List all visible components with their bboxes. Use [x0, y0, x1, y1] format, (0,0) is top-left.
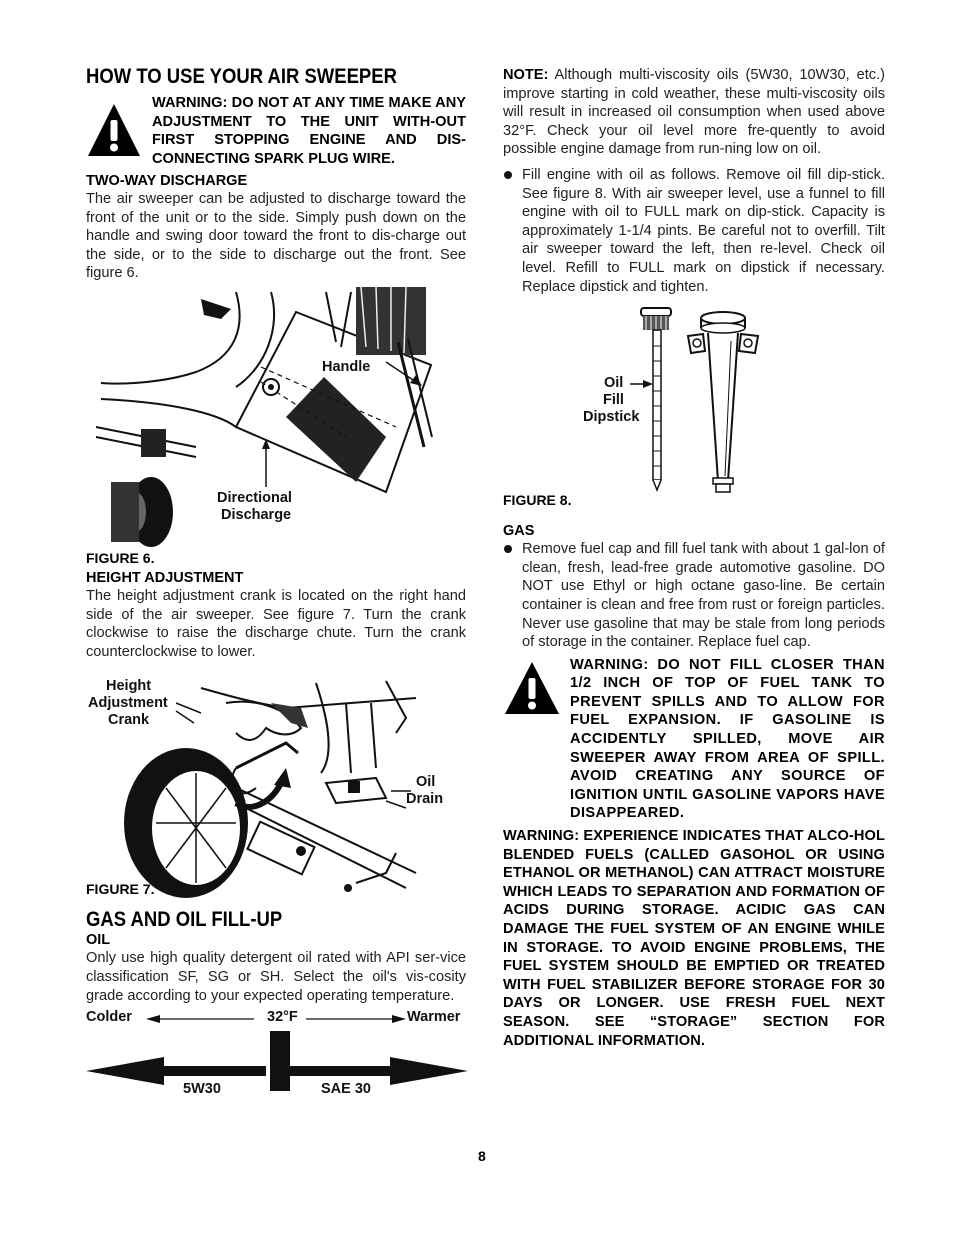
- fig8-label-fill: Fill: [603, 392, 624, 409]
- grade-sae30-label: SAE 30: [321, 1081, 371, 1098]
- note-label: NOTE:: [503, 67, 549, 83]
- arrow-left-icon: [146, 1013, 256, 1025]
- warning-adjustment: [86, 94, 466, 166]
- warning-adjustment-text: WARNING: DO NOT AT ANY TIME MAKE ANY ADJUSTMENT TO THE UNIT WITH-OUT FIRST STOPPING ENGINE AND DIS-CONNECTING SPARK PLUG WIRE.: [152, 95, 466, 167]
- temp-colder-label: Colder: [86, 1009, 132, 1026]
- bullet-dot-icon: [504, 171, 512, 179]
- section-title-how-to-use: HOW TO USE YOUR AIR SWEEPER: [86, 64, 397, 88]
- warning-triangle-icon: [503, 660, 561, 716]
- oil-dipstick-illustration: [503, 306, 885, 502]
- fill-oil-text: Fill engine with oil as follows. Remove oil fill dip-stick. See figure 8. With air sweeper level, use a funnel to fill engine with oil to FULL mark on dip-stick. Capacity is approximately 1-1/4 pints. Be careful not to overfill. Tilt air sweeper toward the left, then re-level. Check oil level. Refill to FULL mark on dipstick if necessary. Replace dipstick and tighten.: [522, 166, 885, 295]
- right-column: [503, 66, 885, 1050]
- oil-text: Only use high quality detergent oil rated with API ser-vice classification SF, SG or SH. Select the oil's vis-cosity grade according to your expected operating temperature.: [86, 950, 466, 1004]
- viscosity-chart: [86, 1031, 466, 1098]
- note-paragraph: [503, 66, 885, 159]
- viscosity-range-arrows: [86, 1031, 468, 1095]
- warning-alcohol-fuels: WARNING: EXPERIENCE INDICATES THAT ALCO-HOL BLENDED FUELS (CALLED GASOHOL OR USING ETHANOL OR METHANOL) CAN ATTRACT MOISTURE WHICH LEADS TO SEPARATION AND FORMATION OF ACIDS DURING STORAGE. ACIDIC GAS CAN DAMAGE THE FUEL SYSTEM OF AN ENGINE WHILE IN STORAGE. TO AVOID ENGINE PROBLEMS, THE FUEL SYSTEM SHOULD BE EMPTIED OR TREATED WITH FUEL STABILIZER BEFORE STORAGE FOR 30 DAYS OR LONGER. USE FRESH FUEL NEXT SEASON. SEE “STORAGE” SECTION FOR ADDITIONAL INFORMATION.: [503, 828, 885, 1049]
- figure-6-caption: FIGURE 6.: [86, 549, 155, 566]
- fig7-label-drain: Drain: [406, 791, 444, 808]
- fig7-label-height: Height: [106, 678, 152, 695]
- warning-fuel-fill: [503, 656, 885, 823]
- grade-5w30-label: 5W30: [183, 1081, 221, 1098]
- left-column: [86, 64, 466, 1098]
- figure-7: [86, 673, 466, 905]
- fig7-label-crank: Crank: [108, 712, 150, 729]
- arrow-right-icon: [306, 1013, 406, 1025]
- subhead-height-adjustment: HEIGHT ADJUSTMENT: [86, 569, 244, 586]
- height-adjustment-text: The height adjustment crank is located on the right hand side of the air sweeper. See figure 7. Turn the crank clockwise to raise the discharge chute. Turn the crank counterclockwise to lower.: [86, 587, 466, 660]
- page-number: 8: [478, 1148, 486, 1164]
- section-title-gas-oil: GAS AND OIL FILL-UP: [86, 907, 283, 932]
- two-way-discharge-text: The air sweeper can be adjusted to discharge toward the front of the unit or to the side. Simply push down on the handle and swing door toward the front to dis-charge out the side, or to the side to discharge out the front. See figure 6.: [86, 191, 466, 282]
- figure-8-caption: FIGURE 8.: [503, 492, 572, 509]
- gas-bullet-text: Remove fuel cap and fill fuel tank with about 1 gal-lon of clean, fresh, lead-free grade automotive gasoline. DO NOT use Ethyl or high octane gaso-line. Be certain container is clean and free from rust or foreign particles. Never use gasoline that may be stale from long periods of storage in the container. Replace fuel cap.: [522, 541, 885, 651]
- fig7-label-oil: Oil: [416, 774, 436, 791]
- fig8-label-oil: Oil: [604, 375, 624, 392]
- gas-bullet: [503, 540, 885, 652]
- fig6-label-handle: Handle: [322, 358, 371, 375]
- figure-8: [503, 306, 885, 502]
- figure-6: [86, 287, 466, 549]
- note-text: Although multi-viscosity oils (5W30, 10W30, etc.) improve starting in cold weather, these multi-viscosity oils will result in increased oil consumption when used above 32°F. Check your oil level more fre-quently to avoid possible engine damage from run-ning low on oil.: [503, 67, 885, 158]
- temp-warmer-label: Warmer: [407, 1009, 461, 1026]
- fig7-label-adjustment: Adjustment: [88, 695, 168, 712]
- subhead-gas: GAS: [503, 523, 535, 540]
- bullet-dot-icon: [504, 545, 512, 553]
- fill-oil-bullet: [503, 166, 885, 296]
- subhead-two-way-discharge: TWO-WAY DISCHARGE: [86, 173, 248, 189]
- temp-mid-label: 32°F: [267, 1009, 298, 1026]
- warning-triangle-icon: [86, 102, 142, 158]
- temperature-scale-row: [86, 1009, 466, 1031]
- figure-7-caption: FIGURE 7.: [86, 881, 155, 898]
- fig6-label-discharge: Discharge: [221, 506, 292, 523]
- warning-fuel-fill-text: WARNING: DO NOT FILL CLOSER THAN 1/2 INCH OF TOP OF FUEL TANK TO PREVENT SPILLS AND TO ALLOW FOR FUEL EXPANSION. IF GASOLINE IS ACCIDENTLY SPILLED, MOVE AIR SWEEPER AWAY FROM AREA OF SPILL. AVOID CREATING ANY SOURCE OF IGNITION UNTIL GASOLINE VAPORS HAVE DISAPPEARED.: [570, 656, 885, 822]
- fig6-label-directional: Directional: [217, 489, 292, 506]
- subhead-oil: OIL: [86, 932, 111, 949]
- fig8-label-dipstick: Dipstick: [583, 409, 640, 426]
